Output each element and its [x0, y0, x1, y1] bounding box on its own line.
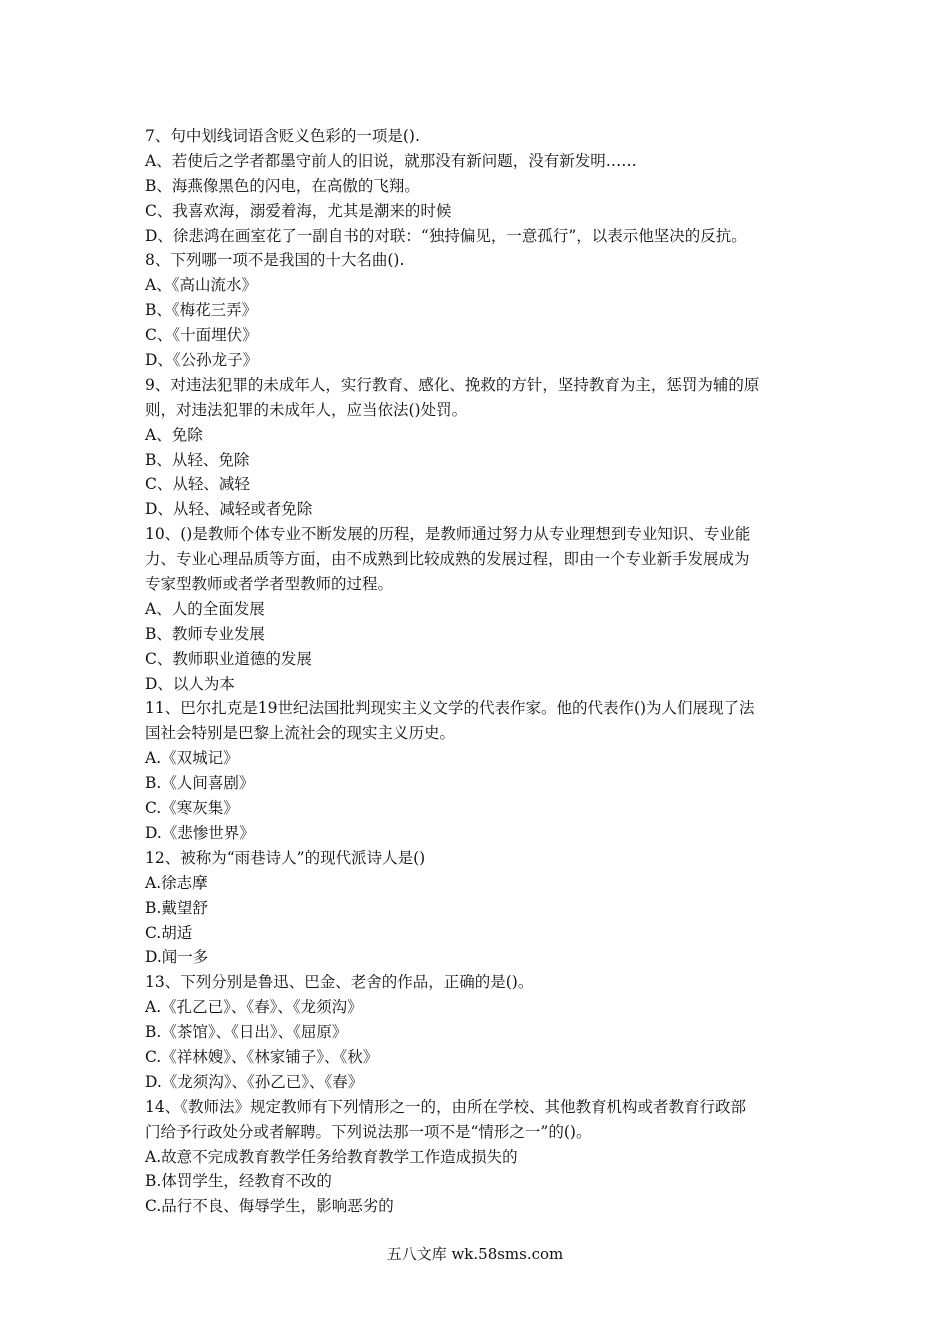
text-line: 专家型教师或者学者型教师的过程。 [145, 575, 394, 594]
text-line: B.戴望舒 [145, 898, 208, 917]
text-line: C.品行不良、侮辱学生，影响恶劣的 [145, 1197, 394, 1216]
text-line: A.故意不完成教育教学任务给教育教学工作造成损失的 [145, 1147, 518, 1166]
text-line: B.体罚学生，经教育不改的 [145, 1172, 332, 1191]
text-line: 10、()是教师个体专业不断发展的历程，是教师通过努力从专业理想到专业知识、专业能 [145, 525, 751, 544]
text-line: D、《公孙龙子》 [145, 351, 259, 370]
text-line: A.《双城记》 [145, 749, 239, 768]
page-footer: 五八文库 wk.58sms.com [386, 1245, 564, 1263]
text-line: D、以人为本 [145, 674, 235, 693]
text-line: A、人的全面发展 [145, 599, 265, 618]
text-line: C.《祥林嫂》、《林家铺子》、《秋》 [145, 1047, 379, 1066]
text-line: B、教师专业发展 [145, 624, 265, 643]
text-line: 8、下列哪一项不是我国的十大名曲(). [145, 251, 405, 270]
text-line: D.《悲惨世界》 [145, 823, 255, 842]
text-line: B、《梅花三弄》 [145, 301, 258, 320]
text-line: B.《人间喜剧》 [145, 774, 255, 793]
text-line: C.胡适 [145, 923, 193, 942]
text-line: C、我喜欢海，溺爱着海，尤其是潮来的时候 [145, 201, 452, 220]
document-body [145, 124, 810, 1219]
text-line: D.《龙须沟》、《孙乙已》、《春》 [145, 1072, 364, 1091]
text-line: 12、被称为“雨巷诗人”的现代派诗人是() [145, 848, 426, 867]
text-line: C、教师职业道德的发展 [145, 649, 312, 668]
text-line: C.《寒灰集》 [145, 799, 239, 818]
text-line: 则，对违法犯罪的未成年人，应当依法()处罚。 [145, 400, 468, 419]
text-line: 14、《教师法》规定教师有下列情形之一的，由所在学校、其他教育机构或者教育行政部 [145, 1097, 746, 1116]
text-line: 9、对违法犯罪的未成年人，实行教育、感化、挽救的方针，坚持教育为主，惩罚为辅的原 [145, 375, 760, 394]
text-line: B、从轻、免除 [145, 450, 250, 469]
text-line: C、从轻、减轻 [145, 475, 250, 494]
text-line: D、徐悲鸿在画室花了一副自书的对联：“独持偏见，一意孤行”，以表示他坚决的反抗。 [145, 226, 747, 245]
text-line: A.《孔乙已》、《春》、《龙须沟》 [145, 998, 363, 1017]
text-line: A、若使后之学者都墨守前人的旧说，就那没有新问题，没有新发明…… [145, 151, 637, 170]
text-line: 国社会特别是巴黎上流社会的现实主义历史。 [145, 724, 456, 743]
text-line: 11、巴尔扎克是19世纪法国批判现实主义文学的代表作家。他的代表作()为人们展现了法 [145, 699, 755, 718]
text-line: A、《高山流水》 [145, 276, 257, 295]
text-line: D.闻一多 [145, 948, 209, 967]
text-line: 力、专业心理品质等方面，由不成熟到比较成熟的发展过程，即由一个专业新手发展成为 [145, 550, 750, 569]
text-line: D、从轻、减轻或者免除 [145, 500, 313, 519]
text-line: 门给予行政处分或者解聘。下列说法那一项不是“情形之一”的()。 [145, 1122, 592, 1141]
text-line: B.《茶馆》、《日出》、《屈原》 [145, 1023, 348, 1042]
text-line: A、免除 [145, 425, 203, 444]
text-line: 7、句中划线词语含贬义色彩的一项是(). [145, 127, 420, 145]
text-line: 13、下列分别是鲁迅、巴金、老舍的作品，正确的是()。 [145, 973, 534, 992]
text-line: B、海燕像黑色的闪电，在高傲的飞翔。 [145, 176, 420, 195]
text-line: A.徐志摩 [145, 873, 208, 892]
text-line: C、《十面埋伏》 [145, 326, 258, 345]
